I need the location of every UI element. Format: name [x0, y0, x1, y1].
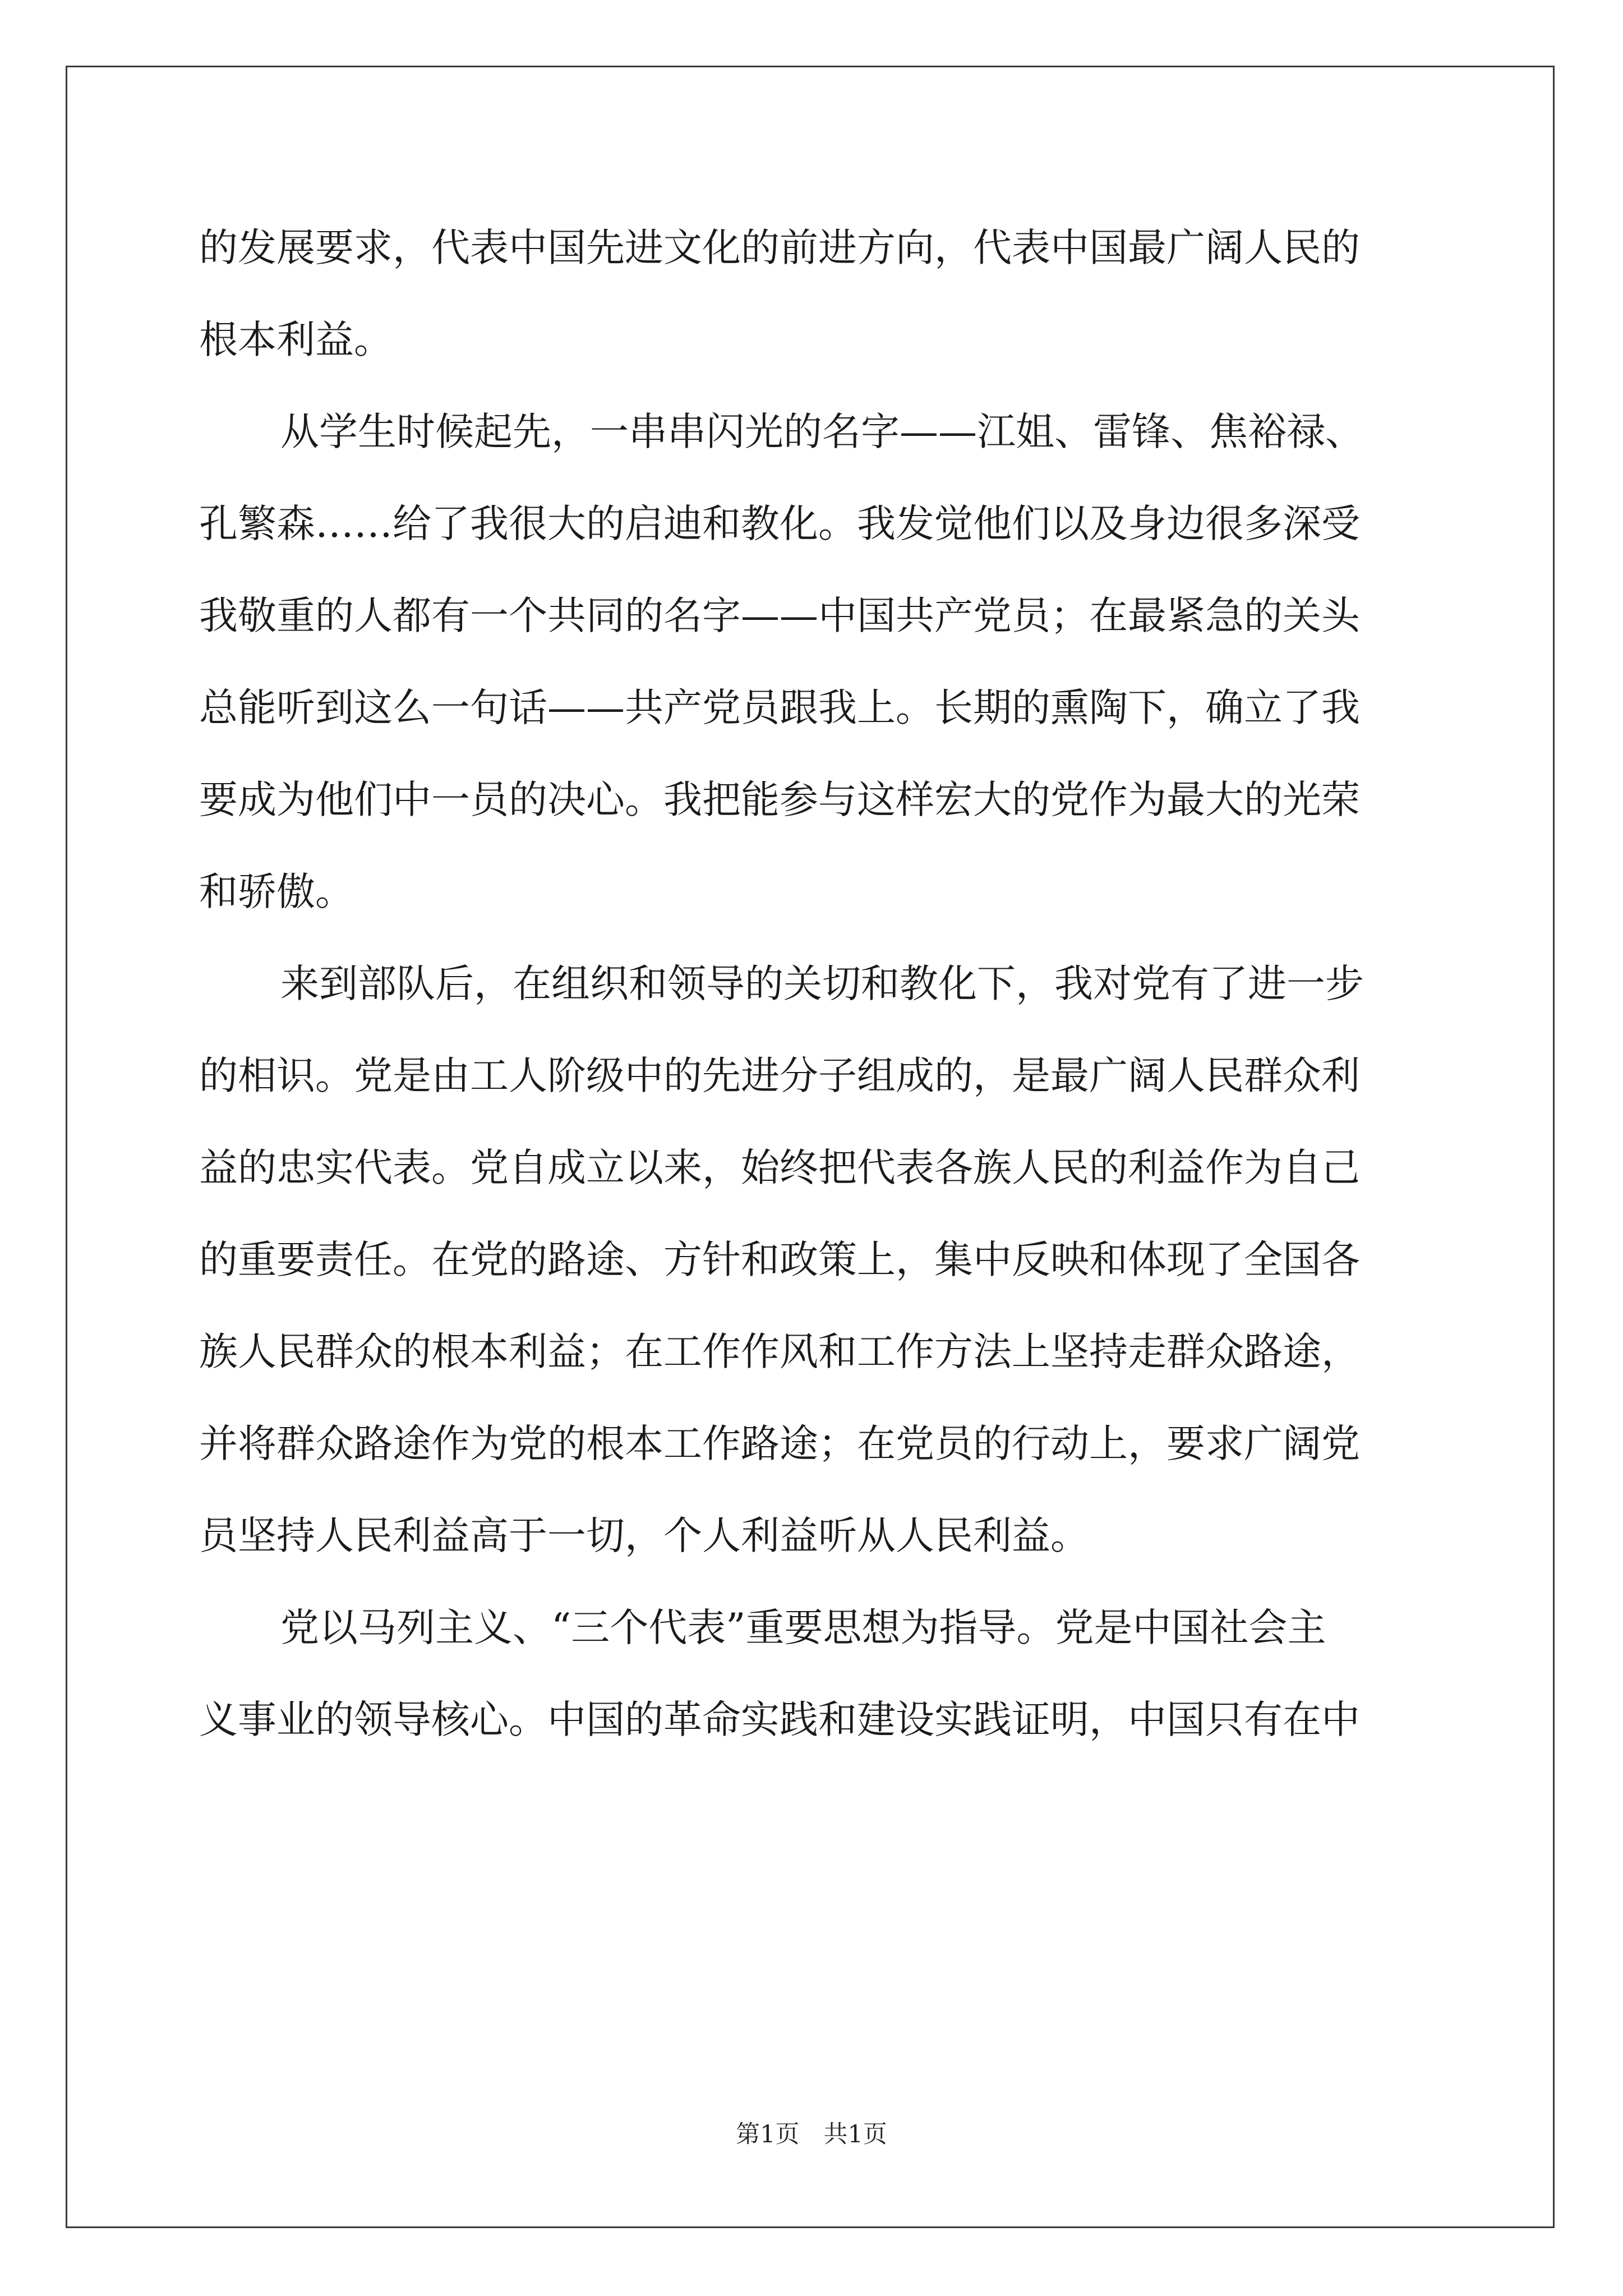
text-line: 总能听到这么一句话——共产党员跟我上。长期的熏陶下，确立了我 — [199, 685, 1360, 730]
text-line: 义事业的领导核心。中国的革命实践和建设实践证明，中国只有在中 — [199, 1697, 1360, 1742]
text-line: 并将群众路途作为党的根本工作路途；在党员的行动上，要求广阔党 — [199, 1421, 1360, 1466]
text-line: 益的忠实代表。党自成立以来，始终把代表各族人民的利益作为自己 — [199, 1145, 1360, 1190]
text-line: 孔繁森……给了我很大的启迪和教化。我发觉他们以及身边很多深受 — [199, 501, 1360, 546]
paragraph-start-line: 党以马列主义、“三个代表”重要思想为指导。党是中国社会主 — [280, 1605, 1326, 1650]
paragraph-start-line: 从学生时候起先，一串串闪光的名字——江姐、雷锋、焦裕禄、 — [280, 409, 1364, 454]
text-line: 的相识。党是由工人阶级中的先进分子组成的，是最广阔人民群众利 — [199, 1053, 1360, 1098]
page-number-footer: 第1页 共1页 — [736, 2120, 887, 2148]
text-line: 族人民群众的根本利益；在工作作风和工作方法上坚持走群众路途， — [199, 1329, 1360, 1374]
text-line: 我敬重的人都有一个共同的名字——中国共产党员；在最紧急的关头 — [199, 593, 1360, 638]
paragraph-start-line: 来到部队后，在组织和领导的关切和教化下，我对党有了进一步 — [280, 961, 1364, 1006]
text-line: 的重要责任。在党的路途、方针和政策上，集中反映和体现了全国各 — [199, 1237, 1360, 1282]
text-line: 员坚持人民利益高于一切，个人利益听从人民利益。 — [199, 1513, 1089, 1558]
text-line: 的发展要求，代表中国先进文化的前进方向，代表中国最广阔人民的 — [199, 226, 1360, 270]
text-line: 要成为他们中一员的决心。我把能参与这样宏大的党作为最大的光荣 — [199, 777, 1360, 822]
text-line: 根本利益。 — [199, 318, 393, 362]
text-line: 和骄傲。 — [199, 869, 354, 914]
document-body — [199, 202, 1433, 1766]
